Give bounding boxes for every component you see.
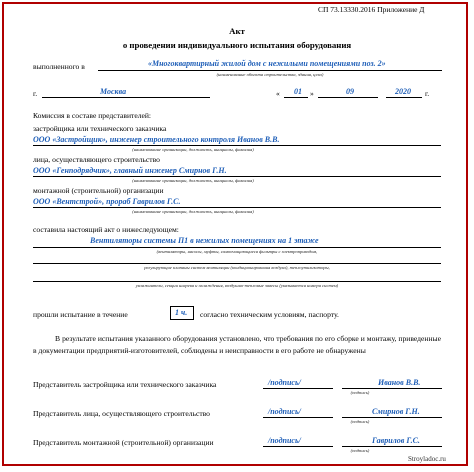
equipment-intro: составила настоящий акт о нижеследующем: (33, 225, 179, 234)
month-underline (318, 97, 378, 98)
signature-name: Смирнов Г.Н. (372, 407, 420, 416)
equipment-note-2: регулирующие клапаны систем вентиляции (кондиционирования воздуха), теплоутилизаторы, (144, 265, 330, 270)
installer-underline (33, 207, 441, 208)
installer-note: (наименование организации, должность, инициалы, фамилия) (132, 209, 254, 214)
equipment-note-3: увлажнители, секции нагрева и охлаждения, воздушно-тепловые завесы (указывается номера систем) (135, 283, 339, 288)
builder-value: ООО «Генподрядчик», главный инженер Смирнов Г.Н. (33, 166, 227, 175)
equipment-value: Вентиляторы системы П1 в нежилых помещениях на 1 этаже (90, 236, 319, 245)
result-text: В результате испытания указанного оборудования установлено, что требования по его сборке и монтажу, приведенные в документации предприятий-изготовителей, соблюдены и неисправности в его работе не обнаружены (33, 334, 441, 355)
act-subtitle: о проведении индивидуального испытания оборудования (122, 40, 352, 50)
commission-intro: Комиссия в составе представителей: (33, 111, 152, 120)
signature-line (263, 446, 333, 447)
object-note: (наименование объекта строительства, здания, цеха) (216, 72, 324, 77)
test-hours: 1 ч. (175, 308, 188, 317)
signature-role: Представитель застройщика или технического заказчика (33, 380, 217, 389)
signature-line (263, 388, 333, 389)
equipment-underline-3 (33, 281, 441, 282)
year-suffix: г. (425, 89, 430, 98)
signature-name: Иванов В.В. (378, 378, 421, 387)
signature-mark: /подпись/ (268, 436, 301, 445)
day-quote-close: » (310, 89, 314, 98)
object-label: выполненного в (33, 62, 85, 71)
city-prefix: г. (33, 89, 38, 98)
document-code: СП 73.13330.2016 Приложение Д (318, 5, 425, 14)
developer-value: ООО «Застройщик», инженер строительного контроля Иванов В.В. (33, 135, 280, 144)
signature-mark: /подпись/ (268, 407, 301, 416)
date-year: 2020 (395, 87, 411, 96)
signature-note: (подпись) (350, 448, 370, 453)
year-underline (386, 97, 422, 98)
signature-role: Представитель монтажной (строительной) организации (33, 438, 214, 447)
signature-mark: /подпись/ (268, 378, 301, 387)
date-month: 09 (346, 87, 354, 96)
act-title: Акт (229, 26, 245, 36)
signature-name-line (342, 446, 442, 447)
signature-role: Представитель лица, осуществляющего строительство (33, 409, 210, 418)
equipment-underline (33, 247, 441, 248)
day-quote-open: « (276, 89, 280, 98)
signature-note: (подпись) (350, 419, 370, 424)
equipment-note-1: (вентиляторы, насосы, муфты, самоочищающиеся фильтры с электроприводом, (156, 249, 318, 254)
city-underline (42, 97, 210, 98)
day-underline (284, 97, 308, 98)
signature-line (263, 417, 333, 418)
installer-value: ООО «Вентстрой», прораб Гаврилов Г.С. (33, 197, 181, 206)
developer-underline (33, 145, 441, 146)
signature-note: (подпись) (350, 390, 370, 395)
builder-label: лица, осуществляющего строительство (33, 155, 160, 164)
installer-label: монтажной (строительной) организации (33, 186, 164, 195)
object-value: «Многоквартирный жилой дом с нежилыми помещениями поз. 2» (148, 59, 386, 68)
object-underline (98, 70, 442, 71)
signature-name-line (342, 417, 442, 418)
test-prefix: прошли испытание в течение (33, 310, 128, 319)
equipment-underline-2 (33, 263, 441, 264)
test-suffix: согласно техническим условиям, паспорту. (200, 310, 339, 319)
site-watermark: Stroyladoc.ru (408, 455, 446, 463)
developer-note: (наименование организации, должность, инициалы, фамилия) (132, 147, 254, 152)
city-value: Москва (100, 87, 127, 96)
builder-note: (наименование организации, должность, инициалы, фамилия) (132, 178, 254, 183)
developer-label: застройщика или технического заказчика (33, 124, 167, 133)
builder-underline (33, 176, 441, 177)
signature-name: Гаврилов Г.С. (372, 436, 420, 445)
signature-name-line (342, 388, 442, 389)
date-day: 01 (294, 87, 302, 96)
